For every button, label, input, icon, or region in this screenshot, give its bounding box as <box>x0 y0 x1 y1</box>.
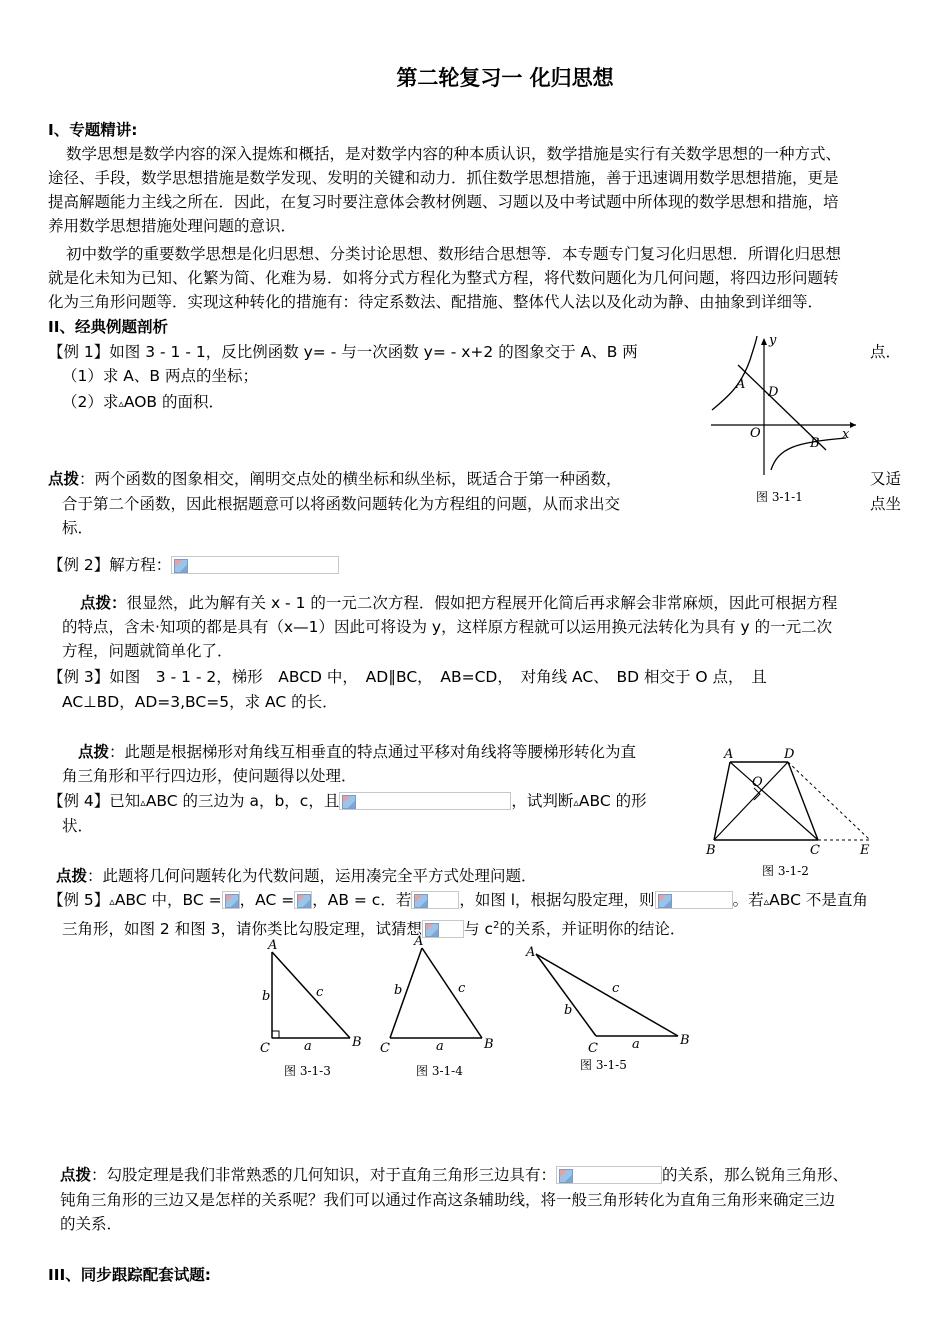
hint-1-line-2: 合于第二个函数，因此根据题意可以将函数问题转化为方程组的问题，从而求出交 <box>62 495 621 513</box>
label-C: C <box>588 1041 598 1055</box>
label-B: B <box>706 843 716 858</box>
equation-image-icon <box>294 891 312 909</box>
label-a: a <box>304 1039 312 1054</box>
hint-3-line-2: 角三角形和平行四边形，使问题得以处理． <box>62 767 357 785</box>
figure-caption: 图 3-1-3 <box>284 1064 331 1078</box>
label-B: B <box>680 1033 690 1048</box>
paragraph-line: 养用数学思想措施处理问题的意识． <box>48 217 297 235</box>
label-C: C <box>260 1041 270 1056</box>
label-a: a <box>632 1037 640 1052</box>
figure-caption: 图 3-1-1 <box>756 490 803 504</box>
paragraph-line: 初中数学的重要数学思想是化归思想、分类讨论思想、数形结合思想等．本专题专门复习化归思想．所谓化归思想 <box>66 245 842 263</box>
hint-label: 点拨 <box>78 743 110 761</box>
label-c: c <box>612 981 620 996</box>
figure-3-1-4 <box>376 932 496 1057</box>
label-C: C <box>380 1041 390 1056</box>
hint-label: 点拨 <box>60 1166 92 1184</box>
label-c: c <box>458 981 466 996</box>
label-E: E <box>860 843 870 858</box>
hint-label: 点拨： <box>80 594 127 612</box>
label-O: O <box>750 426 761 441</box>
label-A: A <box>414 934 424 949</box>
label-A: A <box>268 938 278 953</box>
paragraph-line: 数学思想是数学内容的深入提炼和概括，是对数学内容的种本质认识，数学措施是实行有关数学思想的一种方式、 <box>66 145 842 163</box>
hint-2-line-3: 方程，问题就简单化了． <box>62 642 233 660</box>
paragraph-line: 就是化未知为已知、化繁为简、化难为易．如将分式方程化为整式方程，将代数问题化为几何问题，将四边形问题转 <box>48 269 839 287</box>
figure-caption: 图 3-1-4 <box>416 1064 463 1078</box>
section-heading-2: II、经典例题剖析 <box>48 318 169 336</box>
section-heading-3: III、同步跟踪配套试题: <box>48 1266 212 1284</box>
equation-image-icon <box>339 792 511 810</box>
label-A: A <box>526 945 536 960</box>
label-a: a <box>436 1039 444 1054</box>
example-1-text: 【例 1】如图 3 - 1 - 1，反比例函数 y= - 与一次函数 y= - x+2 的图象交于 A、B 两 <box>48 343 638 361</box>
equation-image-icon <box>411 891 459 909</box>
hint-4-line-1: 点拨：此题将几何问题转化为代数问题，运用凑完全平方式处理问题． <box>56 867 537 885</box>
label-O: O <box>752 775 763 790</box>
label-C: C <box>810 843 820 858</box>
hint-2-line-2: 的特点，含未·知项的都是具有（x—1）因此可将设为 y，这样原方程就可以运用换元法转化为具有 y 的一元二次 <box>62 618 833 636</box>
label-b: b <box>394 983 403 998</box>
example-4-line-2: 状． <box>62 817 94 835</box>
example-5-line-1: 【例 5】▵ABC 中，BC = ，AC = ，AB = c．若 ，如图 l，根据勾股定理，则 。若▵ABC 不是直角 <box>48 891 868 909</box>
paragraph-line: 途径、手段，数学思想措施是数学发现、发明的关键和动力．抓住数学思想措施，善于迅速调用数学思想措施，更是 <box>48 169 839 187</box>
hint-5-line-3: 的关系． <box>60 1215 123 1233</box>
label-y: y <box>769 333 777 348</box>
figure-3-1-5 <box>520 940 700 1055</box>
label-B: B <box>484 1037 494 1052</box>
hint-5-line-2: 钝角三角形的三边又是怎样的关系呢？我们可以通过作高这条辅助线，将一般三角形转化为直角三角形来确定三边 <box>60 1191 836 1209</box>
hint-1-tail-2: 点坐 <box>870 495 902 513</box>
hint-1-line-3: 标． <box>62 519 94 537</box>
example-1-tail: 点． <box>870 343 902 361</box>
example-4-line-1: 【例 4】已知▵ABC 的三边为 a，b，c，且 ，试判断▵ABC 的形 <box>48 792 647 810</box>
paragraph-line: 提高解题能力主线之所在．因此，在复习时要注意体会教材例题、习题以及中考试题中所体现的数学思想和措施，培 <box>48 193 839 211</box>
triangle-icon: ▵ <box>109 895 115 908</box>
triangle-icon: ▵ <box>140 796 146 809</box>
hint-label: 点拨 <box>56 867 88 885</box>
triangle-icon: ▵ <box>118 397 124 410</box>
label-b: b <box>262 989 271 1004</box>
figure-3-1-3 <box>258 936 368 1061</box>
label-B: B <box>810 436 820 451</box>
equation-image-icon <box>171 556 339 574</box>
label-b: b <box>564 1003 573 1018</box>
hint-5-line-1: 点拨：勾股定理是我们非常熟悉的几何知识，对于直角三角形三边具有： 的关系，那么锐角三角形、 <box>60 1166 849 1184</box>
example-1-question-2: （2）求▵AOB 的面积． <box>62 393 224 411</box>
example-2-text: 【例 2】解方程： <box>48 553 339 577</box>
label-D: D <box>784 747 795 762</box>
example-3-line-1: 【例 3】如图 3 - 1 - 2，梯形 ABCD 中， AD∥BC， AB=CD， 对角线 AC、 BD 相交于 O 点， 且 <box>48 668 767 686</box>
hint-label: 点拨 <box>48 470 80 488</box>
equation-image-icon <box>556 1166 662 1184</box>
equation-image-icon <box>222 891 240 909</box>
hint-1-line-1: 点拨：两个函数的图象相交，阐明交点处的横坐标和纵坐标，既适合于第一种函数， <box>48 470 622 488</box>
hint-2-line-1: 点拨：很显然，此为解有关 x - 1 的一元二次方程．假如把方程展开化简后再求解会非常麻烦，因此可根据方程 <box>80 594 838 612</box>
label-x: x <box>842 427 850 442</box>
label-A: A <box>736 377 746 392</box>
paragraph-line: 化为三角形问题等．实现这种转化的措施有：待定系数法、配措施、整体代人法以及化动为静、由抽象到详细等． <box>48 293 824 311</box>
triangle-icon: ▵ <box>573 796 579 809</box>
label-A: A <box>724 747 734 762</box>
label-c: c <box>316 985 324 1000</box>
label-D: D <box>768 385 779 400</box>
example-3-line-2: AC⊥BD，AD=3,BC=5，求 AC 的长． <box>62 693 338 711</box>
figure-caption: 图 3-1-2 <box>762 864 809 878</box>
example-5-line-2: 三角形，如图 2 和图 3，请你类比勾股定理，试猜想 与 $c^2$的关系，并证明你的结论． <box>62 920 686 939</box>
section-heading-1: I、专题精讲: <box>48 121 138 139</box>
label-B: B <box>352 1035 362 1050</box>
page-title: 第二轮复习一 化归思想 <box>396 66 614 90</box>
example-1-question-1: （1）求 A、B 两点的坐标； <box>62 367 258 385</box>
equation-image-icon <box>655 891 733 909</box>
triangle-icon: ▵ <box>763 895 770 908</box>
hint-1-tail-1: 又适 <box>870 470 902 488</box>
hint-3-line-1: 点拨：此题是根据梯形对角线互相垂直的特点通过平移对角线将等腰梯形转化为直 <box>78 743 637 761</box>
figure-3-1-2 <box>702 744 887 859</box>
figure-caption: 图 3-1-5 <box>580 1058 627 1072</box>
